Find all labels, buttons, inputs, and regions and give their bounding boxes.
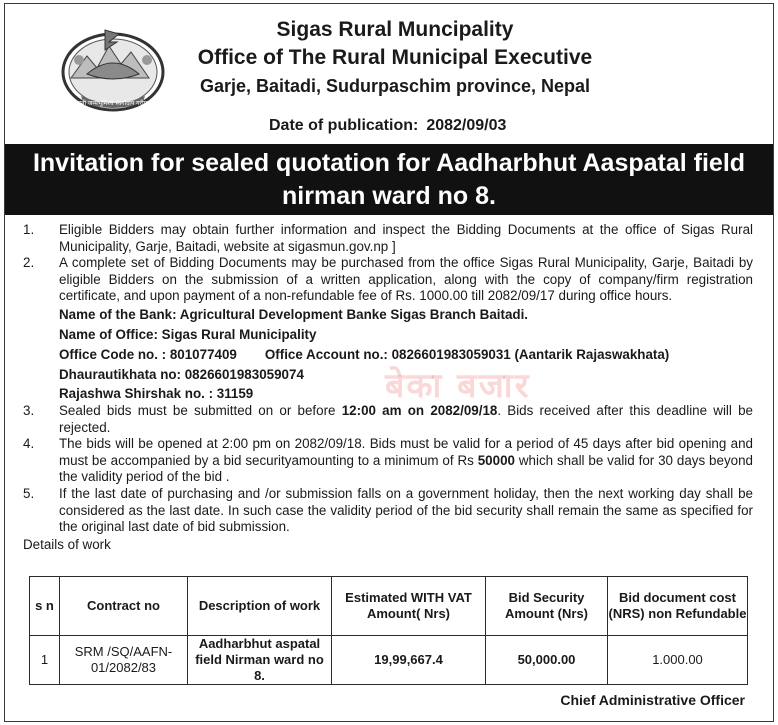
- notice-title-line1: Invitation for sealed quotation for Aadharbhut Aaspatal field: [32, 149, 746, 177]
- col-description: Description of work: [188, 577, 332, 636]
- bank-name: Name of the Bank: Agricultural Development Banke Sigas Branch Baitadi.: [59, 306, 529, 322]
- notice-title-line2: nirman ward no 8.: [282, 182, 496, 210]
- item-text-part: The bids will be opened at 2:00 pm on 2082/09/18. Bids must be valid for a period of 45 days after bid opening and must be accompanied by a bid securityamounting to a minimum of Rs: [59, 436, 753, 468]
- item-text: If the last date of purchasing and /or submission falls on a government holiday, then the next working day shall be considered as the last date. In such case the validity period of the bid security shall remain the same as specified for the original last date of bid submission.: [59, 485, 753, 535]
- municipality-name: Sigas Rural Muncipality: [276, 18, 514, 41]
- item-text: Eligible Bidders may obtain further information and inspect the Bidding Documents at the office of Sigas Rural Municipality, Garje, Baitadi, website at sigasmun.gov.np ]: [59, 222, 753, 254]
- item-number: 4.: [23, 436, 35, 452]
- details-label: Details of work: [23, 536, 111, 552]
- watermark: बेका बजार: [385, 366, 531, 406]
- list-item: [23, 486, 753, 536]
- dhaurauti-account: Dhaurautikhata no: 0826601983059074: [59, 366, 304, 382]
- nepal-emblem-icon: [57, 16, 169, 116]
- signatory-title: Chief Administrative Officer: [560, 692, 745, 708]
- item-text-part: . Bids received after this deadline will be rejected.: [59, 402, 753, 435]
- item-number: 2.: [23, 255, 35, 271]
- table-header-row: [30, 577, 748, 636]
- publication-date-value: 2082/09/03: [426, 117, 507, 134]
- office-name: Office of The Rural Municipal Executive: [197, 46, 593, 69]
- cell-description: Aadharbhut aspatal field Nirman ward no 8.: [188, 636, 332, 685]
- publication-date-label: Date of publication:: [269, 117, 419, 134]
- col-contract: Contract no: [60, 577, 188, 636]
- list-item: [23, 436, 753, 486]
- emblem-motto: जननी जन्मभूमिश्च स्वर्गादपि गरीयसी: [73, 100, 153, 107]
- item-number: 1.: [23, 222, 35, 237]
- item-text: A complete set of Bidding Documents may be purchased from the office Sigas Rural Municipality, Garje, Baitadi by eligible Bidders on the submission of a written application, along with the copy of company/firm registration certificate, and upon payment of a non-refundable fee of Rs. 1000.00 till 2082/09/17 during office hours.: [59, 255, 753, 304]
- cell-sn: 1: [30, 636, 60, 685]
- office-code-row: [23, 345, 753, 365]
- col-sn: s n: [30, 577, 60, 636]
- office-account: Office Account no.: 0826601983059031 (Aantarik Rajaswakhata): [264, 346, 670, 362]
- header-block: [185, 16, 605, 100]
- col-security: Bid Security Amount (Nrs): [486, 577, 608, 636]
- item-text-part: Sealed bids must be submitted on or before: [59, 402, 342, 418]
- office-name-line: Name of Office: Sigas Rural Municipality: [59, 326, 317, 342]
- list-item: [23, 222, 753, 255]
- col-document: Bid document cost (NRS) non Refundable: [608, 577, 748, 636]
- item-number: 5.: [23, 485, 35, 501]
- cell-document: 1.000.00: [608, 636, 748, 685]
- list-item: [23, 255, 753, 305]
- cell-estimated: 19,99,667.4: [332, 636, 486, 685]
- office-address: Garje, Baitadi, Sudurpaschim province, Nepal: [199, 76, 591, 96]
- item-text: [59, 436, 753, 486]
- item-text-part: which shall be valid for 30 days beyond the validity period of the bid .: [59, 452, 753, 485]
- rajashwa-account: Rajashwa Shirshak no. : 31159: [59, 385, 254, 401]
- security-amount-bold: 50000: [477, 452, 515, 468]
- work-details-table: [29, 576, 748, 685]
- notice-page: [4, 3, 774, 722]
- cell-contract: SRM /SQ/AAFN-01/2082/83: [60, 636, 188, 685]
- table-row: [30, 636, 748, 685]
- item-number: 3.: [23, 402, 35, 418]
- col-estimated: Estimated WITH VAT Amount( Nrs): [332, 577, 486, 636]
- deadline-bold: 12:00 am on 2082/09/18: [341, 402, 498, 418]
- cell-security: 50,000.00: [486, 636, 608, 685]
- notice-title-banner: [5, 144, 773, 215]
- list-item: [23, 403, 753, 436]
- publication-date: [269, 117, 506, 135]
- emblem-graphic: [57, 16, 169, 116]
- item-text: [59, 403, 753, 436]
- office-code: Office Code no. : 801077409: [59, 346, 237, 362]
- notice-body: [23, 222, 753, 553]
